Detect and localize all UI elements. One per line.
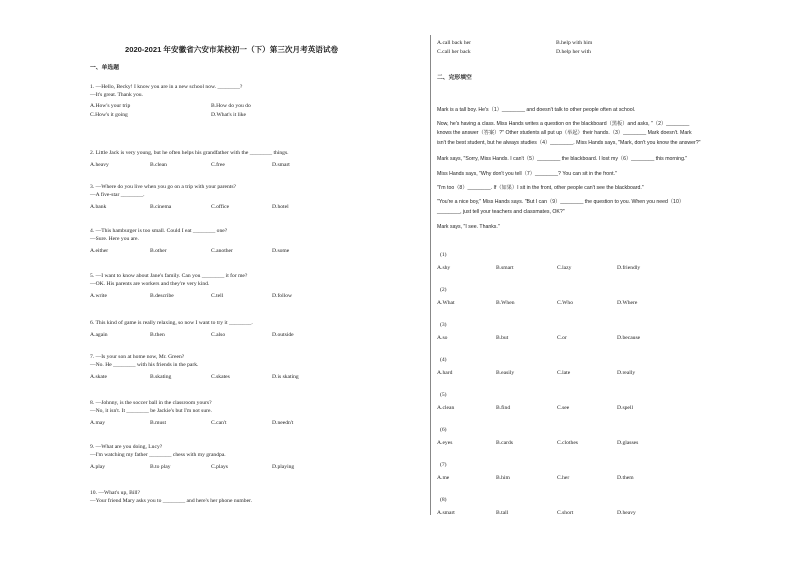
- passage-line: "You're a nice boy," Miss Hands says. "But I can（9）________ the question to you. When you need（10）: [437, 199, 685, 205]
- question-stem: 5. —I want to know about Jane's family. Can you ________ it for me?: [90, 273, 248, 279]
- option: A.me: [437, 475, 450, 481]
- option: B.to play: [150, 464, 171, 470]
- option: C.her: [557, 475, 570, 481]
- option: C.clothes: [557, 440, 578, 446]
- option: B.then: [150, 332, 165, 338]
- option: A.so: [437, 335, 448, 341]
- exam-title: 2020-2021 年安徽省六安市某校初一（下）第三次月考英语试卷: [125, 45, 339, 54]
- option: C.Who: [557, 300, 574, 306]
- option: D.glasses: [617, 440, 639, 446]
- option: B.cards: [496, 440, 513, 446]
- question-stem: —Your friend Mary asks you to ________ and here's her phone number.: [90, 498, 253, 504]
- option: C.skates: [211, 374, 230, 380]
- option: C.plays: [211, 464, 228, 470]
- question-stem: —A five-star ________.: [90, 192, 145, 198]
- option: C.call her back: [437, 49, 471, 55]
- option: B.must: [150, 420, 167, 426]
- option: A.heavy: [90, 162, 109, 168]
- option: A.What: [437, 300, 455, 306]
- cloze-number: (6): [440, 427, 447, 433]
- question-stem: 10. —What's up, Bill?: [90, 490, 140, 496]
- option: B.skating: [150, 374, 172, 380]
- option: C.can't: [211, 420, 227, 426]
- cloze-number: (2): [440, 287, 447, 293]
- option: A.may: [90, 420, 106, 426]
- option: A.either: [90, 248, 109, 254]
- passage-line: ________, just tell your teachers and classmates, OK?": [437, 209, 565, 215]
- question-stem: —No. He ________ with his friends in the park.: [90, 362, 199, 368]
- option: B.smart: [496, 265, 514, 271]
- option: A.shy: [437, 265, 451, 271]
- cloze-number: (8): [440, 497, 447, 503]
- passage-line: Mark says, "I see. Thanks.": [437, 224, 500, 230]
- option: B.tall: [496, 510, 509, 516]
- option: A.play: [90, 464, 106, 470]
- option: D.needn't: [272, 420, 294, 426]
- option: B.How do you do: [211, 103, 251, 109]
- question-stem: 4. —This hamburger is too small. Could I eat ________ one?: [90, 228, 228, 234]
- option: B.help with him: [556, 40, 593, 46]
- cloze-number: (4): [440, 357, 447, 363]
- option: D.help her with: [556, 49, 591, 55]
- option: D.What's it like: [211, 112, 247, 118]
- option: A.write: [90, 293, 107, 299]
- option: B.describe: [150, 293, 174, 299]
- passage-line: Mark says, "Sorry, Miss Hands. I can't（5）________ the blackboard. I lost my（6）________ this morning.": [437, 156, 688, 162]
- option: C.tell: [211, 293, 224, 299]
- cloze-number: (5): [440, 392, 447, 398]
- option: D.Where: [617, 300, 638, 306]
- section-cloze: 二、完形填空: [437, 75, 472, 81]
- question-stem: 8. —Johnny, is the soccer ball in the classroom yours?: [90, 400, 212, 406]
- passage-line: Now, he's having a class. Miss Hands writes a question on the blackboard（黑板）and asks, "（2）________: [437, 121, 690, 127]
- option: A.call back her: [437, 40, 472, 46]
- option: B.cinema: [150, 204, 172, 210]
- option: A.clean: [437, 405, 455, 411]
- option: D.because: [617, 335, 641, 341]
- option: C.free: [211, 162, 225, 168]
- option: A.eyes: [437, 440, 453, 446]
- section-single-choice: 一、单选题: [90, 65, 119, 71]
- option: B.him: [496, 475, 510, 481]
- option: C.office: [211, 204, 230, 210]
- question-stem: 1. —Hello, Becky! I know you are in a new school now. ________?: [90, 84, 243, 90]
- passage-line: Miss Hands says, "Why don't you tell（7）________? You can sit in the front.": [437, 171, 617, 177]
- option: D.heavy: [617, 510, 636, 516]
- option: C.also: [211, 332, 226, 338]
- question-stem: —It's great. Thank you.: [90, 92, 143, 98]
- option: D.playing: [272, 464, 295, 470]
- option: C.see: [557, 405, 570, 411]
- option: C.How's it going: [90, 112, 128, 118]
- cloze-number: (7): [440, 462, 447, 468]
- column-divider: [430, 35, 431, 515]
- option: B.clean: [150, 162, 167, 168]
- option: C.short: [557, 510, 574, 516]
- option: C.or: [557, 335, 567, 341]
- question-stem: —OK. His parents are workers and they're very kind.: [90, 281, 210, 287]
- option: D.spell: [617, 405, 634, 411]
- option: A.smart: [437, 510, 455, 516]
- passage-line: Mark is a tall boy. He's（1）________ and doesn't talk to other people often at school.: [437, 107, 636, 113]
- option: B.find: [496, 405, 511, 411]
- option: A.again: [90, 332, 108, 338]
- question-stem: —Sure. Here you are.: [90, 236, 139, 242]
- option: D.hotel: [272, 204, 289, 210]
- option: D.them: [617, 475, 634, 481]
- option: B.When: [496, 300, 515, 306]
- question-stem: 3. —Where do you live when you go on a trip with your parents?: [90, 184, 237, 190]
- question-stem: 2. Little Jack is very young, but he often helps his grandfather with the ________ things.: [90, 150, 289, 156]
- option: D.outside: [272, 332, 294, 338]
- option: B.but: [496, 335, 509, 341]
- cloze-number: (1): [440, 252, 447, 258]
- option: B.other: [150, 248, 167, 254]
- option: A.bank: [90, 204, 107, 210]
- option: D.is skating: [272, 374, 299, 380]
- passage-line: isn't the best student, but he always studies（4）________. Miss Hands says, "Mark, don't you know the answer?": [437, 140, 701, 146]
- option: A.hard: [437, 370, 453, 376]
- cloze-number: (3): [440, 322, 447, 328]
- option: C.late: [557, 370, 571, 376]
- passage-line: "I'm too（8）________. If（如果）I sit in the front, other people can't see the blackboard.": [437, 185, 644, 191]
- option: A.How's your trip: [90, 103, 131, 109]
- option: D.smart: [272, 162, 290, 168]
- option: D.friendly: [617, 265, 641, 271]
- option: C.lazy: [557, 265, 572, 271]
- question-stem: 9. —What are you doing, Lucy?: [90, 444, 163, 450]
- question-stem: 6. This kind of game is really relaxing, so now I want to try it ________.: [90, 320, 253, 326]
- option: D.some: [272, 248, 290, 254]
- passage-line: knows the answer（答案）?" Other students all put up（举起）their hands.（3）________ Mark doesn't. Mark: [437, 130, 692, 136]
- question-stem: —I'm watching my father ________ chess with my grandpa.: [90, 452, 226, 458]
- question-stem: —No, it isn't. It ________ be Jackie's but I'm not sure.: [90, 408, 212, 414]
- option: A.skate: [90, 374, 107, 380]
- option: D.really: [617, 370, 636, 376]
- option: B.easily: [496, 370, 515, 376]
- question-stem: 7. —Is your son at home now, Mr. Green?: [90, 354, 185, 360]
- option: D.follow: [272, 293, 293, 299]
- option: C.another: [211, 248, 233, 254]
